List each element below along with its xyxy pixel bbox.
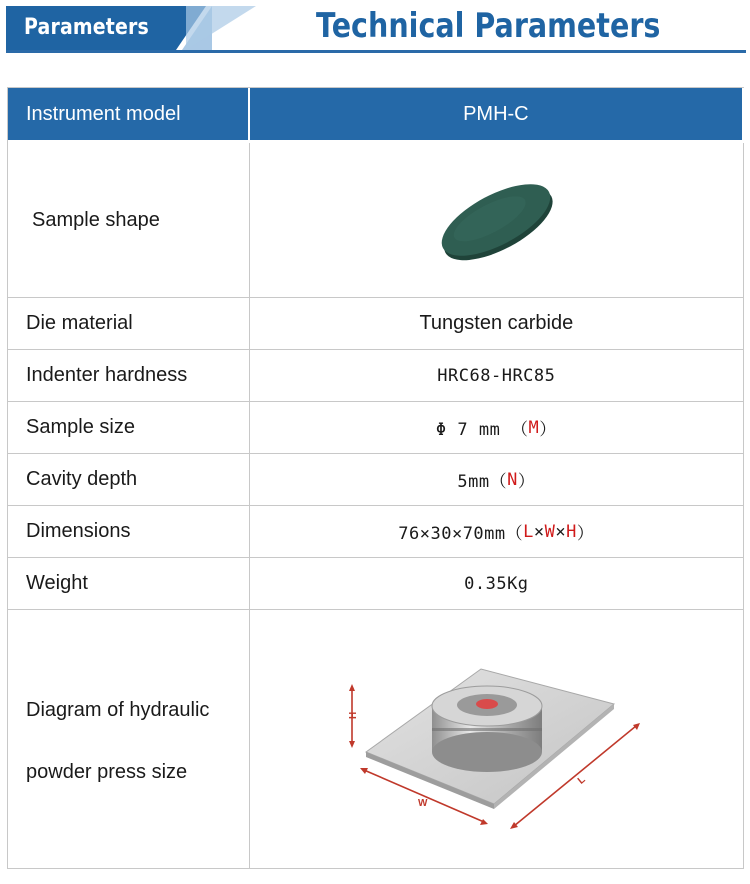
cavity-depth-value: 5mm（ — [457, 472, 508, 492]
sample-size-value: Φ 7 mm （ — [435, 420, 529, 440]
table-row-cavity-depth — [8, 454, 744, 506]
table-row-die-material — [8, 298, 744, 350]
sample-disc-image — [431, 175, 561, 265]
badge-fade-decoration-2 — [186, 6, 256, 50]
label-cell — [8, 558, 250, 609]
dimensions-h: H — [566, 521, 577, 542]
label-cell — [8, 298, 250, 349]
table-row-sample-shape — [8, 143, 744, 298]
label-cell — [8, 143, 250, 297]
value-cell — [250, 506, 744, 557]
cavity-depth-suffix: ） — [517, 472, 536, 492]
table-row-diagram — [8, 610, 744, 869]
parameters-badge-label: Parameters — [24, 15, 149, 40]
diagram-label-line-1: Diagram of hydraulic — [26, 699, 210, 721]
table-header-row — [8, 88, 744, 143]
table-row-sample-size — [8, 402, 744, 454]
page-title: Technical Parameters — [316, 6, 661, 46]
section-header — [6, 6, 746, 52]
value-cell — [250, 350, 744, 401]
cavity-depth-code: N — [507, 469, 518, 490]
parameters-table — [7, 87, 744, 869]
value-cell — [250, 402, 744, 453]
cavity-depth-label: Cavity depth — [26, 468, 138, 490]
table-row-dimensions — [8, 506, 744, 558]
label-cell — [8, 402, 250, 453]
dimension-l-label: L — [576, 774, 588, 787]
sample-shape-label: Sample shape — [32, 208, 160, 231]
sample-size-suffix: ） — [539, 420, 557, 440]
dimension-w-label: W — [418, 798, 428, 809]
value-cell — [250, 558, 744, 609]
table-row-weight — [8, 558, 744, 610]
label-cell — [8, 350, 250, 401]
value-cell — [250, 298, 744, 349]
sample-size-code: M — [528, 417, 540, 438]
header-value-cell — [250, 88, 744, 140]
indenter-hardness-label: Indenter hardness — [26, 364, 188, 386]
dimensions-sep-2: × — [555, 521, 567, 542]
instrument-model-label: Instrument model — [26, 102, 181, 125]
instrument-model-value: PMH-C — [463, 102, 529, 125]
value-cell — [250, 454, 744, 505]
press-diagram-image — [346, 644, 646, 834]
label-cell — [8, 454, 250, 505]
dimensions-suffix: ） — [576, 524, 595, 544]
label-cell — [8, 610, 250, 868]
weight-label: Weight — [26, 572, 88, 594]
label-cell — [8, 506, 250, 557]
value-cell — [250, 143, 744, 297]
die-material-value: Tungsten carbide — [419, 312, 574, 334]
header-underline — [6, 50, 746, 53]
dimensions-w: W — [544, 521, 556, 542]
table-row-indenter-hardness — [8, 350, 744, 402]
die-material-label: Die material — [26, 312, 133, 334]
dimensions-label: Dimensions — [26, 520, 131, 542]
diagram-label-line-2: powder press size — [26, 761, 188, 783]
dimensions-value: 76×30×70mm（ — [398, 524, 524, 544]
dimensions-sep-1: × — [533, 521, 545, 542]
weight-value: 0.35Kg — [464, 573, 529, 594]
header-label-cell — [8, 88, 250, 140]
value-cell — [250, 610, 744, 868]
dimension-h-label: H — [348, 711, 360, 719]
indenter-hardness-value: HRC68-HRC85 — [437, 365, 556, 386]
dimensions-l: L — [523, 521, 534, 542]
sample-size-label: Sample size — [26, 416, 135, 438]
